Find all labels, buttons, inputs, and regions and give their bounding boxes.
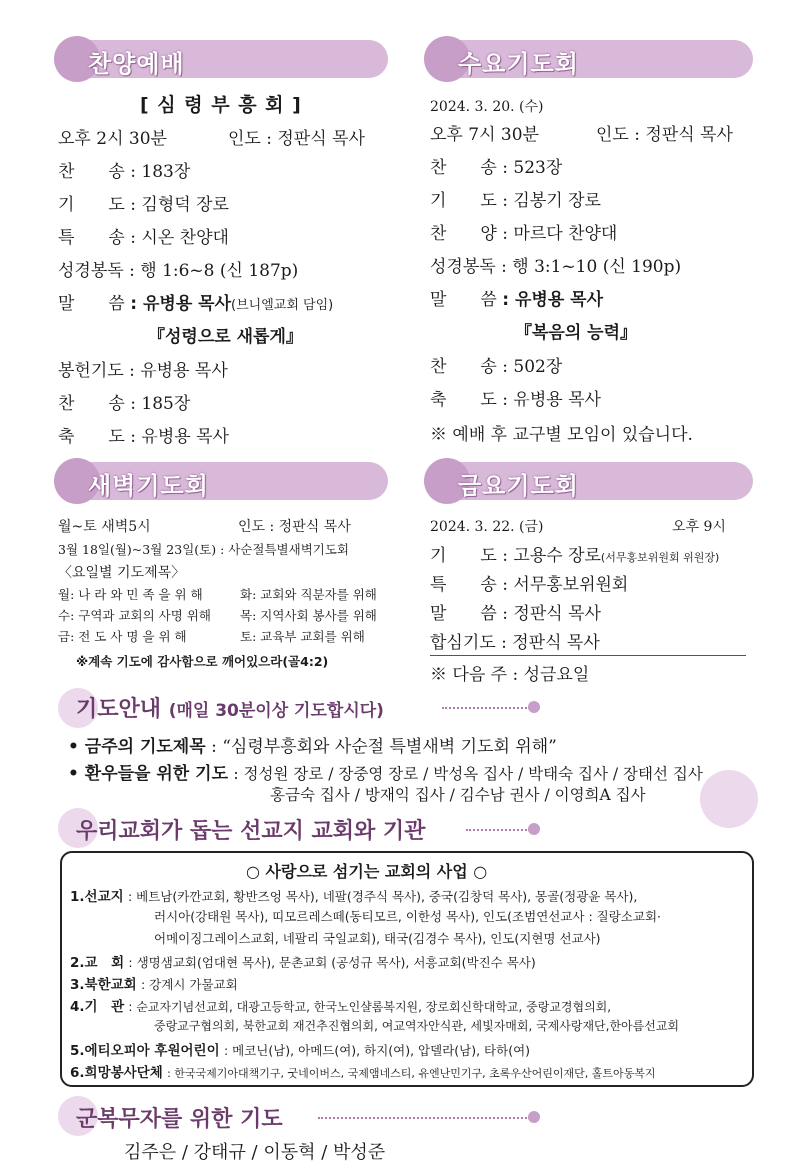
worship-subtitle: [ 심 령 부 흥 회 ] <box>140 94 302 116</box>
friday-next-value: : 성금요일 <box>512 665 590 685</box>
wed-line-value: : 523장 <box>502 158 563 178</box>
prayer-guide-subtitle: (매일 30분이상 기도합시다) <box>168 701 384 721</box>
dawn-topic: 토: 교육부 교회를 위해 <box>240 629 365 644</box>
wednesday-time: 오후 7시 30분 <box>430 125 539 145</box>
mission-row-cont: 중랑교구협의회, 북한교회 재건추진협의회, 여교역자안식관, 세빛자매회, 국제사랑재단,한아름선교회 <box>154 1019 680 1033</box>
wed-line-label: 찬 송 <box>430 158 497 178</box>
mission-row-label: 6.희망봉사단체 <box>70 1065 163 1081</box>
dawn-topic: 수: 구역과 교회의 사명 위해 <box>58 608 211 623</box>
missions-dots <box>466 829 530 831</box>
mission-row-line: : 순교자기념선교회, 대광고등학교, 한국노인샬롬복지원, 장로회신학대학교, 중랑교경협의회, <box>128 1000 612 1014</box>
mission-row-line: : 베트남(카깐교회, 황반즈엉 목사), 네팔(경주식 목사), 중국(김창덕 목사), 몽골(정광윤 목사), <box>127 889 638 904</box>
fri-line-value: : 서무홍보위원회 <box>502 575 629 595</box>
friday-date: 2024. 3. 22. (금) <box>430 519 544 535</box>
prayer-guide-title-main: 기도안내 <box>76 697 162 722</box>
wed-line-value: : 행 3:1~10 (신 190p) <box>501 257 682 277</box>
prayer-week-label: • 금주의 기도제목 <box>68 737 206 757</box>
worship-sermon <box>58 289 333 314</box>
worship-leader: 인도 : 정판식 목사 <box>228 129 365 149</box>
wed-line-label: 기 도 <box>430 191 497 211</box>
dawn-topic: 화: 교회와 직분자를 위해 <box>240 587 377 602</box>
military-title: 군복무자를 위한 기도 <box>76 1107 283 1132</box>
worship-title: 찬양예배 <box>88 50 185 78</box>
mission-row <box>70 1061 656 1081</box>
fri-line-value: : 정판식 목사 <box>502 604 601 624</box>
wed-line-label: 찬 송 <box>430 357 497 377</box>
military-names: 김주은 / 강태규 / 이동혁 / 박성준 <box>124 1142 386 1163</box>
mission-row <box>70 973 238 993</box>
worship-line-value: : 유병용 목사 <box>130 427 229 447</box>
dawn-time: 월~토 새벽5시 <box>58 519 151 535</box>
dawn-special: 3월 18일(월)~3월 23일(토) : 사순절특별새벽기도회 <box>58 542 350 557</box>
dawn-topic: 금: 전 도 사 명 을 위 해 <box>58 629 187 644</box>
worship-line-label: 봉헌기도 <box>58 361 124 381</box>
worship-line-label: 성경봉독 <box>58 261 124 281</box>
mission-row <box>70 951 536 971</box>
fri-line-label: 특 송 <box>430 575 497 595</box>
fri-line-value: : 고용수 장로 <box>502 546 601 566</box>
worship-line-value: : 185장 <box>130 394 191 414</box>
mission-row <box>70 885 637 905</box>
missions-decor-right <box>700 770 758 828</box>
worship-line-value: : 시온 찬양대 <box>130 228 229 248</box>
mission-row-label: 3.북한교회 <box>70 977 137 993</box>
wed-line-value: : 마르다 찬양대 <box>502 224 618 244</box>
worship-time: 오후 2시 30분 <box>58 129 167 149</box>
wed-sermon-value: : 유병용 목사 <box>502 290 604 310</box>
friday-divider <box>430 655 746 656</box>
missions-title: 우리교회가 돕는 선교지 교회와 기관 <box>76 819 426 844</box>
worship-line-label: 축 도 <box>58 427 125 447</box>
friday-next <box>430 660 589 685</box>
wednesday-date: 2024. 3. 20. (수) <box>430 99 544 115</box>
prayer-guide-title <box>76 692 384 723</box>
wed-line-value: : 김봉기 장로 <box>502 191 601 211</box>
prayer-week-value: : “심령부흥회와 사순절 특별새벽 기도회 위해” <box>211 737 557 757</box>
fri-line-label: 말 씀 <box>430 604 497 624</box>
worship-line-value: : 김형덕 장로 <box>130 195 229 215</box>
mission-row-line: : 한국국제기아대책기구, 굿네이버스, 국제앰네스티, 유엔난민기구, 초록우산어린이재단, 홀트아동복지 <box>167 1067 656 1080</box>
mission-row-line: : 강계시 가물교회 <box>140 977 238 992</box>
mission-row-label: 4.기 관 <box>70 999 125 1015</box>
missions-box <box>60 851 754 1087</box>
friday-header <box>428 462 753 500</box>
worship-line-label: 찬 송 <box>58 162 125 182</box>
worship-sermon-title: 『성령으로 새롭게』 <box>148 327 303 347</box>
prayer-guide-dot-end <box>528 701 540 713</box>
mission-row-line: : 메코닌(남), 아메드(여), 하지(여), 압델라(남), 타하(여) <box>223 1043 531 1058</box>
missions-dot-end <box>528 823 540 835</box>
worship-sermon-note: (브니엘교회 담임) <box>231 298 334 313</box>
wed-sermon-title: 『복음의 능력』 <box>515 323 638 343</box>
prayer-sick-value-1: : 정성원 장로 / 장중영 장로 / 박성옥 집사 / 박태숙 집사 / 장태선 집사 <box>233 765 703 783</box>
worship-sermon-label: 말 씀 <box>58 294 125 314</box>
worship-line-label: 기 도 <box>58 195 125 215</box>
military-dot-end <box>528 1111 540 1123</box>
fri-line-value: : 정판식 목사 <box>501 633 600 653</box>
dawn-topic: 목: 지역사회 봉사를 위해 <box>240 608 377 623</box>
friday-title: 금요기도회 <box>458 472 579 500</box>
worship-line-label: 찬 송 <box>58 394 125 414</box>
wed-line-label: 축 도 <box>430 390 497 410</box>
prayer-week <box>68 732 557 757</box>
friday-time: 오후 9시 <box>672 519 726 535</box>
worship-sermon-value: : 유병용 목사 <box>130 294 232 314</box>
worship-header <box>58 40 388 78</box>
dawn-verse: ※계속 기도에 감사함으로 깨어있으라(골4:2) <box>76 654 329 669</box>
wed-line-value: : 502장 <box>502 357 563 377</box>
fri-line-label: 기 도 <box>430 546 497 566</box>
mission-row-cont: 러시아(강태원 목사), 띠모르레스떼(동티모르, 이한성 목사), 인도(조범연선교사 : 질랑소교회· <box>154 909 662 924</box>
dawn-title: 새벽기도회 <box>88 472 209 500</box>
prayer-sick-label: • 환우들을 위한 기도 <box>68 764 228 784</box>
missions-box-title: ○ 사랑으로 섬기는 교회의 사업 ○ <box>246 862 488 881</box>
wed-line-label: 성경봉독 <box>430 257 496 277</box>
fri-line-label: 합심기도 <box>430 633 496 653</box>
prayer-sick <box>68 759 703 784</box>
wed-sermon <box>430 285 603 310</box>
friday-next-label: ※ 다음 주 <box>430 665 508 685</box>
worship-line-label: 특 송 <box>58 228 125 248</box>
worship-line-value: : 유병용 목사 <box>129 361 228 381</box>
wednesday-header <box>428 40 753 78</box>
mission-row <box>70 1039 530 1059</box>
mission-row-label: 1.선교지 <box>70 889 124 905</box>
dawn-header <box>58 462 388 500</box>
dawn-topics-header: 〈요일별 기도제목〉 <box>58 565 186 581</box>
military-dots <box>318 1117 530 1119</box>
mission-row-cont: 어메이징그레이스교회, 네팔리 국일교회), 태국(김경수 목사), 인도(지현명 선교사) <box>154 931 601 946</box>
prayer-sick-value-2: 홍금숙 집사 / 방재익 집사 / 김수남 권사 / 이영희A 집사 <box>270 786 646 804</box>
wednesday-title: 수요기도회 <box>458 50 579 78</box>
wed-line-value: : 유병용 목사 <box>502 390 601 410</box>
prayer-guide-dots <box>442 707 530 709</box>
mission-row-label: 5.에티오피아 후원어린이 <box>70 1043 220 1059</box>
mission-row-label: 2.교 회 <box>70 955 125 971</box>
wed-sermon-label: 말 씀 <box>430 290 497 310</box>
wed-note: ※ 예배 후 교구별 모임이 있습니다. <box>430 425 693 445</box>
mission-row <box>70 995 611 1015</box>
worship-line-value: : 183장 <box>130 162 191 182</box>
dawn-topic: 월: 나 라 와 민 족 을 위 해 <box>58 587 203 602</box>
worship-line-value: : 행 1:6~8 (신 187p) <box>129 261 299 281</box>
wednesday-leader: 인도 : 정판식 목사 <box>596 125 733 145</box>
fri-line-note: (서무홍보위원회 위원장) <box>600 551 720 564</box>
dawn-leader: 인도 : 정판식 목사 <box>238 519 351 535</box>
wed-line-label: 찬 양 <box>430 224 497 244</box>
mission-row-line: : 생명샘교회(엄대현 목사), 문촌교회 (공성규 목사), 서흥교회(박진수 목사) <box>128 955 536 970</box>
